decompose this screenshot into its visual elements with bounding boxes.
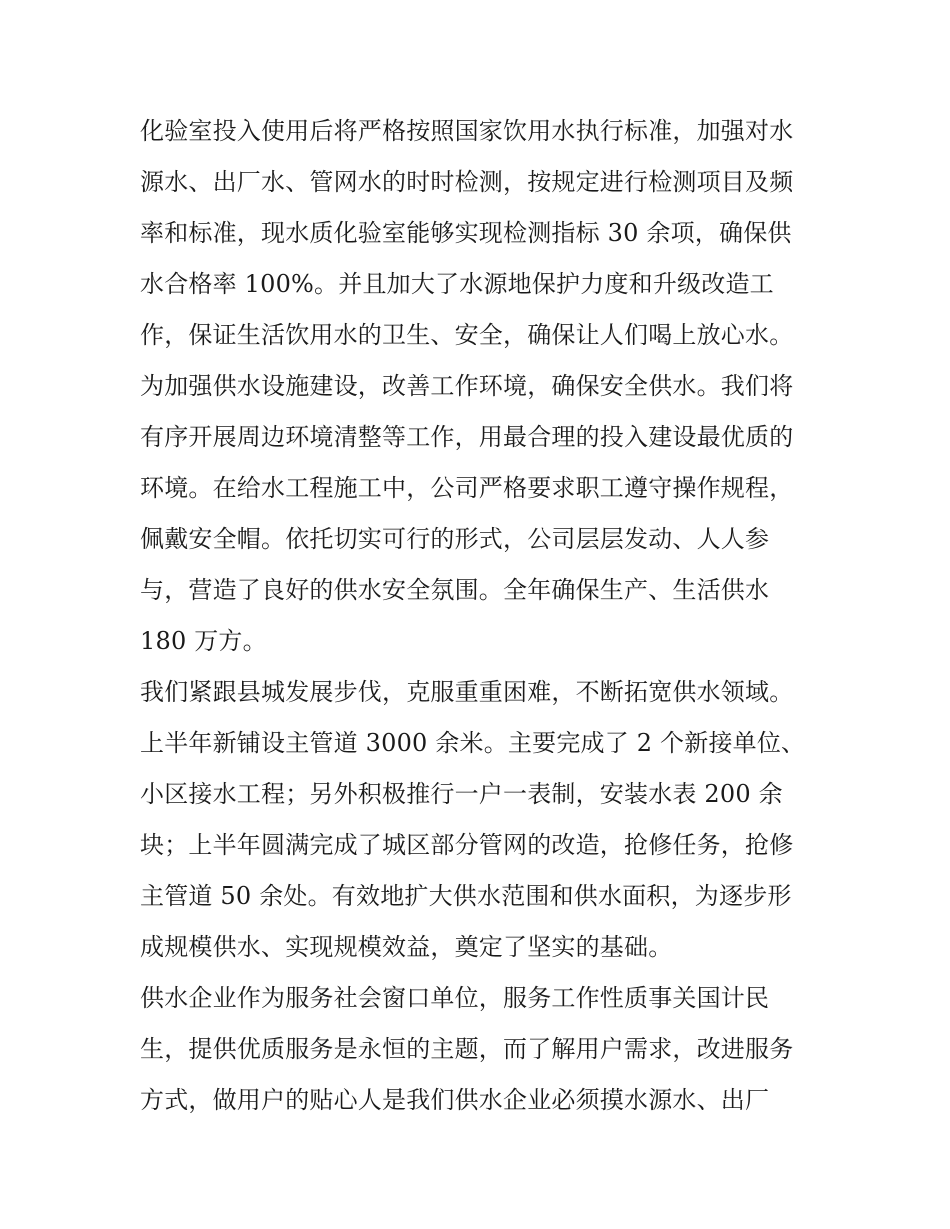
text-line: 主管道 50 余处。有效地扩大供水范围和供水面积，为逐步形: [140, 882, 792, 910]
text-line: 源水、出厂水、管网水的时时检测，按规定进行检测项目及频: [140, 168, 794, 196]
text-line: 水合格率 100%。并且加大了水源地保护力度和升级改造工: [140, 270, 774, 298]
text-line: 生，提供优质服务是永恒的主题，而了解用户需求，改进服务: [140, 1035, 794, 1063]
text-line: 为加强供水设施建设，改善工作环境，确保安全供水。我们将: [140, 372, 794, 400]
text-line: 供水企业作为服务社会窗口单位，服务工作性质事关国计民: [140, 984, 770, 1012]
text-line: 环境。在给水工程施工中，公司严格要求职工遵守操作规程，: [140, 474, 794, 502]
text-line: 小区接水工程；另外积极推行一户一表制，安装水表 200 余: [140, 780, 783, 808]
text-line: 上半年新铺设主管道 3000 余米。主要完成了 2 个新接单位、: [140, 729, 806, 757]
text-line: 率和标准，现水质化验室能够实现检测指标 30 余项，确保供: [140, 219, 792, 247]
text-line: 有序开展周边环境清整等工作，用最合理的投入建设最优质的: [140, 423, 794, 451]
text-line: 化验室投入使用后将严格按照国家饮用水执行标准，加强对水: [140, 117, 794, 145]
body-text: [140, 106, 820, 1126]
text-line: 与，营造了良好的供水安全氛围。全年确保生产、生活供水: [140, 576, 770, 604]
text-line: 方式，做用户的贴心人是我们供水企业必须摸水源水、出厂: [140, 1086, 770, 1114]
text-line: 作，保证生活饮用水的卫生、安全，确保让人们喝上放心水。: [140, 321, 794, 349]
text-line: 成规模供水、实现规模效益，奠定了坚实的基础。: [140, 933, 673, 961]
text-line: 块；上半年圆满完成了城区部分管网的改造，抢修任务，抢修: [140, 831, 794, 859]
text-line: 佩戴安全帽。依托切实可行的形式，公司层层发动、人人参: [140, 525, 770, 553]
text-line: 我们紧跟县城发展步伐，克服重重困难，不断拓宽供水领域。: [140, 678, 794, 706]
text-line: 180 万方。: [140, 627, 267, 655]
